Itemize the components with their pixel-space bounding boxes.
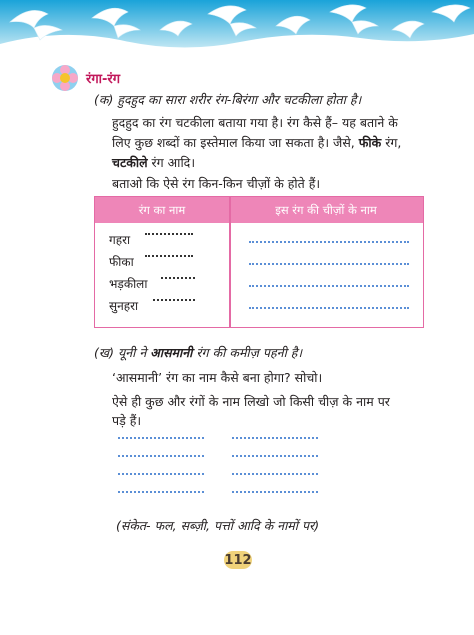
- bold-word-aasmani: आसमानी: [150, 345, 193, 360]
- section-title: रंगा-रंग: [86, 72, 121, 87]
- answer-line[interactable]: [249, 285, 409, 287]
- table-row: [95, 251, 423, 273]
- bold-word-chatkile: चटकीले: [112, 155, 148, 170]
- bold-word-fike: फीके: [358, 135, 382, 150]
- part-a-question: [94, 90, 361, 110]
- part-b-line-2: ऐसे ही कुछ और रंगों के नाम लिखो जो किसी चीज़ के नाम पर: [112, 394, 390, 409]
- part-a-paragraph-line-1: हुदहुद का रंग चटकीला बताया गया है। रंग कैसे हैं– यह बताने के: [112, 115, 398, 130]
- row-label: फीका: [109, 255, 134, 269]
- part-a-question-text: हुदहुद का सारा शरीर रंग-बिरंगा और चटकीला होता है।: [117, 92, 362, 107]
- colors-table: [94, 196, 424, 328]
- table-row: [95, 273, 423, 295]
- writing-line[interactable]: [232, 473, 318, 475]
- writing-line[interactable]: [232, 455, 318, 457]
- answer-line[interactable]: [249, 263, 409, 265]
- part-a-paragraph-line-3: चटकीले रंग आदि।: [112, 155, 196, 170]
- table-header: [95, 197, 423, 223]
- page-number: 112: [224, 552, 252, 568]
- row-label: सुनहरा: [109, 299, 139, 313]
- writing-line[interactable]: [118, 455, 204, 457]
- part-a-instruction: बताओ कि ऐसे रंग किन-किन चीज़ों के होते हैं।: [112, 176, 321, 191]
- part-b-line-3: पड़े हैं।: [112, 413, 142, 428]
- table-row: [95, 229, 423, 251]
- writing-line[interactable]: [118, 437, 204, 439]
- writing-line[interactable]: [232, 491, 318, 493]
- answer-dots-short[interactable]: [145, 233, 193, 235]
- table-row: [95, 295, 423, 317]
- answer-line[interactable]: [249, 307, 409, 309]
- flying-birds-banner: [0, 0, 474, 62]
- answer-dots-short[interactable]: [153, 299, 195, 301]
- part-a-paragraph-line-2: लिए कुछ शब्दों का इस्तेमाल किया जा सकता है। जैसे, फीके रंग,: [112, 135, 402, 150]
- writing-line[interactable]: [118, 491, 204, 493]
- part-b-line-1: ‘आसमानी’ रंग का नाम कैसे बना होगा? सोचो।: [112, 370, 323, 385]
- hint-text: (संकेत- फल, सब्ज़ी, पत्तों आदि के नामों पर): [116, 518, 320, 533]
- part-a-marker: (क): [94, 92, 114, 107]
- writing-line[interactable]: [232, 437, 318, 439]
- answer-line[interactable]: [249, 241, 409, 243]
- row-label: भड़कीला: [109, 277, 148, 291]
- answer-dots-short[interactable]: [145, 255, 193, 257]
- row-label: गहरा: [109, 233, 131, 247]
- section-header: [50, 64, 120, 92]
- writing-line[interactable]: [118, 473, 204, 475]
- answer-dots-short[interactable]: [161, 277, 195, 279]
- part-b-marker: (ख): [94, 345, 114, 360]
- table-header-color-name: रंग का नाम: [138, 202, 186, 217]
- part-b-question: (ख) यूनी ने आसमानी रंग की कमीज़ पहनी है।: [94, 345, 303, 360]
- table-header-things-names: इस रंग की चीज़ों के नाम: [275, 202, 377, 217]
- flower-icon: [50, 63, 80, 93]
